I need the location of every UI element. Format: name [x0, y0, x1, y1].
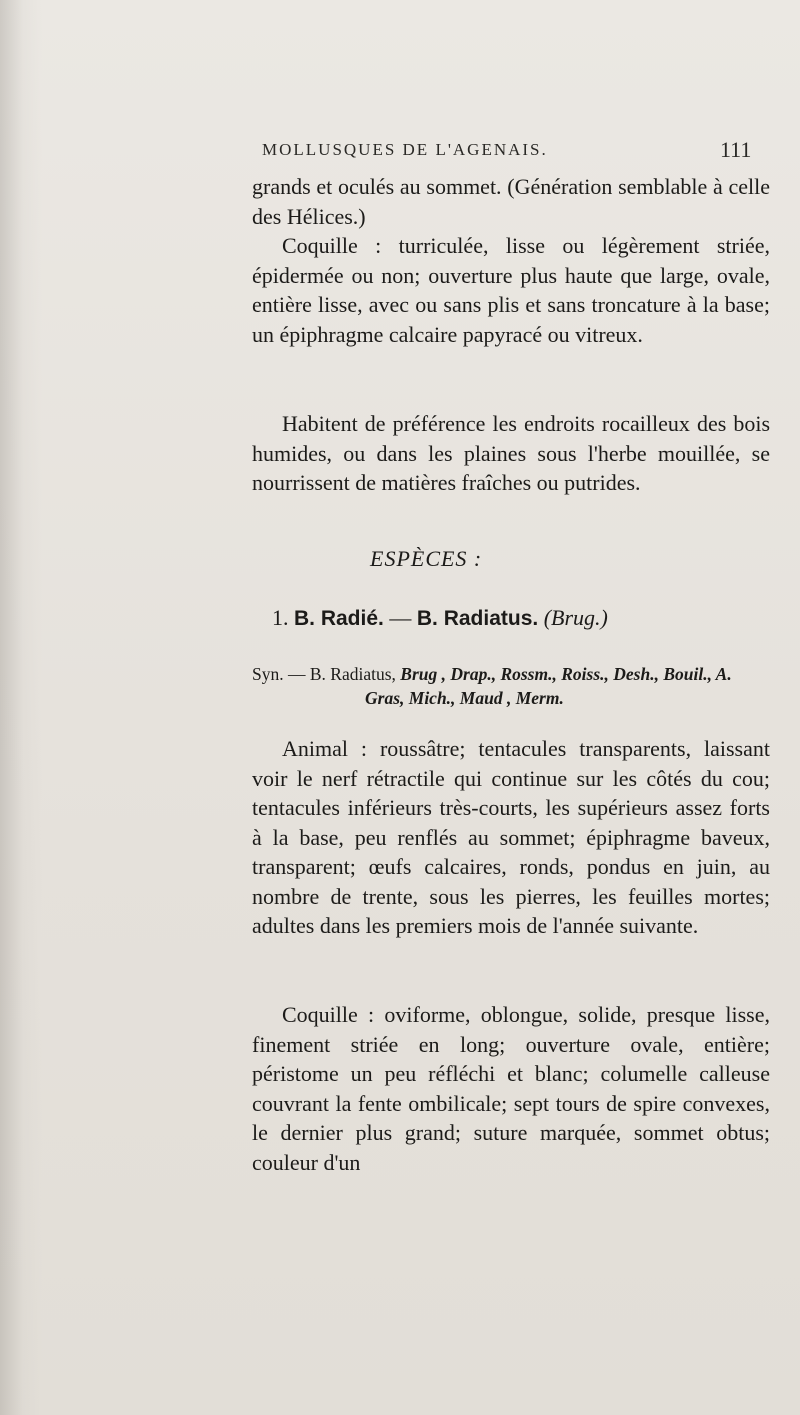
paragraph-text: Coquille : oviforme, oblongue, solide, presque lisse, finement striée en long; ouverture ovale, entière; péristome un peu réfléchi et blanc; columelle calleuse couvrant la fente ombilicale; sept tours de spire convexes, le dernier plus grand; suture marquée, sommet obtus; couleur d'un: [252, 1002, 770, 1175]
species-french-name: B. Radié.: [294, 607, 384, 630]
paragraph-coquille: [252, 1000, 770, 1177]
species-latin-name: B. Radiatus.: [416, 607, 539, 630]
paragraph-continuation: [252, 172, 770, 231]
synonymy-authors-cont: Gras, Mich., Maud , Merm.: [365, 688, 564, 708]
species-dash: —: [389, 605, 412, 630]
paragraph-animal: [252, 734, 770, 941]
paragraph-text: Animal : roussâtre; tentacules transparents, laissant voir le nerf rétractile qui continue sur les côtés du cou; tentacules inférieurs très-courts, les supérieurs assez forts à la base, peu renflés au sommet; épiphragme baveux, transparent; œufs calcaires, ronds, pondus en juin, au nombre de trente, sous les pierres, les feuilles mortes; adultes dans les premiers mois de l'année suivante.: [252, 736, 770, 938]
synonymy-line-2: [252, 686, 770, 710]
synonymy-line-1: [252, 662, 770, 686]
paragraph-coquille-genre: [252, 231, 770, 349]
species-author: (Brug.): [543, 605, 608, 630]
species-number: 1.: [272, 605, 289, 630]
synonymy-prefix: Syn. — B. Radiatus,: [252, 664, 396, 684]
running-head: MOLLUSQUES DE L'AGENAIS.: [262, 140, 548, 159]
paragraph-text: Habitent de préférence les endroits rocailleux des bois humides, ou dans les plaines sous l'herbe mouillée, se nourrissent de matières fraîches ou putrides.: [252, 411, 770, 495]
synonymy-authors: Brug , Drap., Rossm., Roiss., Desh., Bouil., A.: [400, 664, 732, 684]
synonymy: [252, 662, 770, 710]
page-number: 111: [720, 137, 752, 162]
paragraph-text: grands et oculés au sommet. (Génération semblable à celle des Hélices.): [252, 174, 770, 229]
paragraph-text: Coquille : turriculée, lisse ou légèrement striée, épidermée ou non; ouverture plus haute que large, ovale, entière lisse, avec ou sans plis et sans troncature à la base; un épiphragme calcaire papyracé ou vitreux.: [252, 233, 770, 347]
paragraph-habitat: [252, 409, 770, 498]
section-title: ESPÈCES :: [370, 546, 483, 571]
species-heading: [272, 605, 608, 631]
